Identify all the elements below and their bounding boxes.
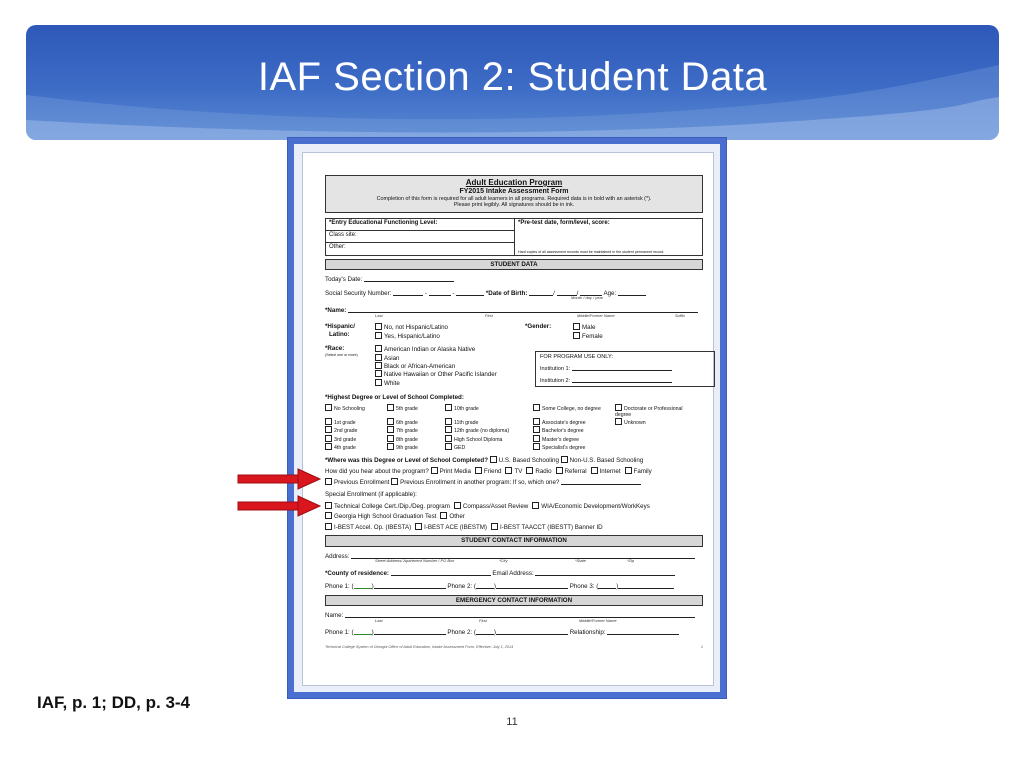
name-first-caption: First	[485, 312, 493, 318]
checkbox-icon[interactable]	[325, 478, 332, 485]
degree-option[interactable]	[615, 420, 646, 426]
checkbox-icon[interactable]	[445, 426, 452, 433]
checkbox-icon[interactable]	[615, 404, 622, 411]
emergency-name-label: Name:	[325, 612, 344, 620]
checkbox-icon[interactable]	[532, 502, 539, 509]
degree-option-text: Doctorate or Professional degree	[615, 405, 683, 418]
heard-option-text: Friend	[483, 468, 502, 476]
previous-enrollment-row	[325, 478, 703, 486]
checkbox-icon[interactable]	[445, 443, 452, 450]
checkbox-icon[interactable]	[375, 362, 382, 369]
emergency-phone-2-line	[496, 628, 568, 635]
relationship-line	[607, 628, 679, 635]
degree-option[interactable]	[387, 420, 418, 426]
gender-female-option[interactable]	[573, 332, 603, 340]
slide-number: 11	[506, 716, 518, 728]
form-instructions-2: Please print legibly. All signatures should be in ink.	[453, 202, 575, 209]
race-option[interactable]	[375, 354, 497, 362]
special-enrollment-option-text: Technical College Cert./Dip./Deg. program	[334, 502, 450, 510]
checkbox-icon[interactable]	[505, 467, 512, 474]
dob-line-1	[529, 289, 553, 296]
race-option[interactable]	[375, 345, 497, 353]
degree-option[interactable]	[325, 437, 356, 443]
race-label: *Race:	[325, 345, 345, 353]
race-option[interactable]	[375, 362, 497, 370]
degree-option-text: Specialist's degree	[542, 444, 586, 451]
ssn-line-3	[456, 289, 484, 296]
special-enrollment-option[interactable]	[491, 524, 603, 531]
checkbox-icon[interactable]	[490, 456, 497, 463]
special-enrollment-option[interactable]	[454, 503, 528, 510]
special-enrollment-option-text: I-BEST Accel. Op. (IBESTA)	[334, 523, 412, 531]
heard-option-text: Print Media	[439, 468, 471, 476]
checkbox-icon[interactable]	[325, 443, 332, 450]
degree-option[interactable]	[387, 437, 418, 443]
slide-header	[26, 25, 999, 140]
level-grid	[325, 218, 703, 256]
age-label: Age:	[603, 289, 617, 297]
degree-option-text: Some College, no degree	[542, 405, 601, 412]
checkbox-icon[interactable]	[533, 435, 540, 442]
race-option-text: Native Hawaiian or Other Pacific Islander	[384, 371, 497, 379]
document-page	[302, 152, 714, 686]
degree-option-text: Master's degree	[542, 436, 580, 443]
program-use-label: FOR PROGRAM USE ONLY:	[540, 354, 613, 361]
institution-1-row	[540, 364, 710, 373]
checkbox-icon[interactable]	[375, 354, 382, 361]
degree-option[interactable]	[325, 428, 357, 434]
highest-degree-label: *Highest Degree or Level of School Completed:	[325, 394, 464, 402]
degree-cell[interactable]	[533, 404, 615, 418]
checkbox-icon[interactable]	[445, 418, 452, 425]
degree-cell[interactable]	[325, 435, 387, 443]
race-note: (Select one or more)	[325, 352, 358, 357]
address-state-caption: *State	[575, 557, 586, 563]
address-street-caption: Street Address/ Apartment Number / PO Box	[375, 557, 455, 563]
emergency-phone-1-area-line	[354, 628, 372, 635]
address-zip-caption: *Zip	[627, 557, 635, 563]
degree-option[interactable]	[445, 420, 478, 426]
hispanic-yes-text: Yes, Hispanic/Latino	[384, 332, 440, 340]
age-line	[618, 289, 646, 296]
how-heard-label: How did you hear about the program?	[325, 468, 429, 476]
where-completed-row	[325, 456, 703, 464]
institution-2-line	[572, 376, 672, 383]
checkbox-icon[interactable]	[445, 404, 452, 411]
degree-option[interactable]	[387, 445, 418, 451]
degree-option[interactable]	[325, 406, 365, 412]
checkbox-icon[interactable]	[325, 512, 332, 519]
degree-cell[interactable]	[615, 418, 701, 426]
special-enrollment-option[interactable]	[325, 503, 450, 510]
pretest-label: *Pre-test date, form/level, score:	[518, 219, 610, 226]
slide-title: IAF Section 2: Student Data	[257, 55, 768, 99]
special-enrollment-option[interactable]	[325, 524, 411, 531]
name-middle-caption: Middle/Former Name	[577, 312, 615, 318]
degree-option[interactable]	[325, 420, 356, 426]
form-footer-text: Technical College System of Georgia Office of Adult Education, Intake Assessment Form, Effective: July 1, 2014	[325, 644, 514, 649]
checkbox-icon[interactable]	[387, 443, 394, 450]
where-completed-label: *Where was this Degree or Level of School Completed?	[325, 457, 488, 465]
special-enrollment-label: Special Enrollment (if applicable):	[325, 491, 417, 499]
heard-option[interactable]	[526, 468, 551, 475]
phone-3-line	[618, 582, 674, 589]
class-site-field: Class site:	[326, 231, 514, 243]
checkbox-icon[interactable]	[591, 467, 598, 474]
degree-cell[interactable]	[387, 418, 445, 426]
checkbox-icon[interactable]	[387, 404, 394, 411]
race-options	[375, 345, 497, 389]
hispanic-no-option[interactable]	[375, 323, 525, 331]
previous-other-text: Previous Enrollment in another program: If so, which one?	[400, 478, 560, 486]
special-enrollment-option[interactable]	[325, 513, 436, 520]
degree-cell[interactable]	[615, 404, 701, 418]
address-label: Address:	[325, 552, 350, 560]
address-row	[325, 552, 703, 564]
degree-option-text: 2nd grade	[334, 428, 358, 435]
emergency-name-row	[325, 611, 703, 623]
gender-male-text: Male	[582, 324, 596, 332]
degree-option[interactable]	[445, 406, 479, 412]
emergency-contact-bar: EMERGENCY CONTACT INFORMATION	[325, 595, 703, 606]
degree-option-text: 11th grade	[454, 420, 479, 427]
phone-2-label: Phone 2: (	[447, 583, 476, 591]
previous-enrollment-text: Previous Enrollment	[334, 478, 390, 486]
heard-option[interactable]	[556, 468, 587, 475]
emergency-middle-caption: Middle/Former Name	[579, 617, 617, 623]
degree-cell[interactable]	[387, 404, 445, 418]
hispanic-options	[375, 323, 525, 340]
document-frame	[288, 138, 726, 698]
degree-grid	[325, 404, 703, 451]
emergency-first-caption: First	[479, 617, 487, 623]
degree-option[interactable]	[615, 406, 683, 418]
form-instructions: Completion of this form is required for all adult learners in all programs. Required data is in bold with an asterisk (*).	[376, 195, 652, 202]
special-enrollment-option[interactable]	[415, 524, 487, 531]
form-header	[325, 175, 703, 213]
degree-option[interactable]	[533, 437, 579, 443]
gender-label: *Gender:	[525, 323, 552, 331]
checkbox-icon[interactable]	[556, 467, 563, 474]
emergency-phone-1-line	[374, 628, 446, 635]
records-note: Hard copies of all assessment records must be maintained in the student permanent record.	[518, 249, 665, 254]
form-footer-page: 1	[700, 644, 703, 649]
heard-option[interactable]	[475, 468, 502, 475]
degree-cell	[615, 426, 701, 434]
county-email-row	[325, 569, 703, 577]
degree-cell[interactable]	[387, 435, 445, 443]
slide-caption: IAF, p. 1; DD, p. 3-4	[37, 693, 191, 712]
special-enrollment-option-text: Other	[449, 513, 465, 521]
heard-option-text: Radio	[535, 468, 552, 476]
degree-option-text: 4th grade	[334, 444, 356, 451]
degree-option[interactable]	[387, 428, 418, 434]
pretest-field	[515, 219, 702, 255]
heard-option[interactable]	[505, 468, 522, 475]
heard-option[interactable]	[431, 468, 471, 475]
phone-1-area-line	[354, 582, 372, 589]
us-based-text: U.S. Based Schooling	[498, 457, 559, 465]
degree-option-text: 6th grade	[396, 420, 418, 427]
phone-1-label: Phone 1: (	[325, 583, 354, 591]
special-enrollment-option[interactable]	[440, 513, 464, 520]
name-row	[325, 306, 703, 318]
checkbox-icon[interactable]	[625, 467, 632, 474]
ssn-line-2	[429, 289, 451, 296]
checkbox-icon[interactable]	[526, 467, 533, 474]
phone-2-area-line	[476, 582, 494, 589]
degree-cell	[615, 443, 701, 451]
race-option-text: White	[384, 379, 400, 387]
checkbox-icon[interactable]	[387, 426, 394, 433]
race-option-text: Asian	[384, 354, 400, 362]
heard-option[interactable]	[625, 468, 652, 475]
degree-cell[interactable]	[325, 426, 387, 434]
special-enrollment-option-text: WIA/Economic Development/WorkKeys	[541, 502, 650, 510]
checkbox-icon[interactable]	[325, 418, 332, 425]
document-matte	[294, 144, 720, 692]
race-option[interactable]	[375, 379, 497, 387]
degree-option-text: 3rd grade	[334, 436, 357, 443]
special-enrollment-option-text: I-BEST TAACCT (IBESTT) Banner ID	[499, 523, 603, 531]
checkbox-icon[interactable]	[375, 379, 382, 386]
gender-female-text: Female	[582, 332, 603, 340]
ssn-label: Social Security Number:	[325, 289, 392, 297]
red-arrow-icon	[236, 468, 322, 490]
checkbox-icon[interactable]	[431, 467, 438, 474]
red-arrow-icon	[236, 495, 322, 517]
degree-cell	[615, 435, 701, 443]
emergency-name-captions	[325, 619, 703, 624]
race-label-block	[325, 345, 375, 389]
level-grid-left	[326, 219, 515, 255]
degree-option[interactable]	[445, 428, 509, 434]
special-enrollment-line-3	[325, 523, 703, 531]
name-label: *Name:	[325, 307, 347, 315]
emergency-last-caption: Last	[375, 617, 383, 623]
hispanic-label-block	[325, 323, 375, 340]
degree-option[interactable]	[533, 428, 584, 434]
checkbox-icon[interactable]	[475, 467, 482, 474]
hispanic-no-text: No, not Hispanic/Latino	[384, 324, 448, 332]
ssn-line-1	[393, 289, 423, 296]
intake-form	[325, 175, 703, 649]
form-heading: Adult Education Program	[465, 178, 563, 187]
degree-option[interactable]	[387, 406, 418, 412]
gender-male-option[interactable]	[573, 323, 603, 331]
degree-cell[interactable]	[445, 443, 533, 451]
checkbox-icon[interactable]	[573, 332, 580, 339]
hispanic-gender-row	[325, 323, 703, 340]
gender-options	[573, 323, 603, 340]
degree-option[interactable]	[445, 445, 465, 451]
checkbox-icon[interactable]	[533, 418, 540, 425]
degree-option-text: 12th grade (no diploma)	[454, 428, 510, 435]
checkbox-icon[interactable]	[415, 523, 422, 530]
heard-option-text: Family	[633, 468, 652, 476]
degree-option-text: 9th grade	[396, 444, 418, 451]
name-captions	[325, 314, 703, 319]
degree-option[interactable]	[445, 437, 502, 443]
form-subheading: FY2015 Intake Assessment Form	[459, 187, 569, 195]
ssn-row: Social Security Number: - - *Date of Birth: / / Age: Month / day / year	[325, 289, 703, 301]
emergency-name-line	[345, 611, 695, 618]
email-line	[535, 569, 675, 576]
name-suffix-caption: Suffix	[675, 312, 686, 318]
checkbox-icon[interactable]	[533, 443, 540, 450]
degree-option-text: GED	[454, 444, 466, 451]
heard-option-text: Referral	[564, 468, 587, 476]
special-enrollment-option-text: Georgia High School Graduation Test	[334, 513, 437, 521]
race-option[interactable]	[375, 370, 497, 378]
emergency-phone-2-area-line	[476, 628, 494, 635]
heard-option-text: TV	[514, 468, 523, 476]
checkbox-icon[interactable]	[375, 323, 382, 330]
todays-date-line	[364, 275, 454, 282]
checkbox-icon[interactable]	[325, 426, 332, 433]
heard-option-text: Internet	[599, 468, 621, 476]
degree-cell[interactable]	[445, 426, 533, 434]
race-option-text: American Indian or Alaska Native	[384, 346, 476, 354]
checkbox-icon[interactable]	[325, 502, 332, 509]
how-heard-options	[431, 468, 656, 475]
institution-1-line	[572, 364, 672, 371]
email-label: Email Address:	[492, 569, 534, 577]
degree-cell[interactable]	[533, 426, 615, 434]
special-enrollment-option[interactable]	[532, 503, 650, 510]
address-city-caption: *City	[499, 557, 508, 563]
institution-2-label: Institution 2:	[540, 377, 571, 384]
degree-option-text: Associate's degree	[542, 420, 586, 427]
degree-option-text: 10th grade	[454, 405, 479, 412]
checkbox-icon[interactable]	[387, 435, 394, 442]
entry-level-field: *Entry Educational Functioning Level:	[326, 219, 514, 231]
form-footer	[325, 645, 703, 650]
special-enrollment-line-2	[325, 512, 703, 520]
heard-option[interactable]	[591, 468, 621, 475]
checkbox-icon[interactable]	[387, 418, 394, 425]
degree-cell[interactable]	[533, 443, 615, 451]
student-contact-bar: STUDENT CONTACT INFORMATION	[325, 535, 703, 546]
phone-3-label: Phone 3: (	[569, 583, 599, 591]
hispanic-label: *Hispanic/	[325, 323, 355, 331]
degree-option-text: Unknown	[624, 420, 646, 427]
other-field: Other:	[329, 243, 346, 250]
non-us-based-text: Non-U.S. Based Schooling	[569, 457, 644, 465]
emergency-phone-1-label: Phone 1: (	[325, 629, 354, 637]
special-enrollment-option-text: I-BEST ACE (IBESTM)	[424, 523, 487, 531]
checkbox-icon[interactable]	[375, 332, 382, 339]
address-captions	[325, 559, 703, 564]
checkbox-icon[interactable]	[533, 426, 540, 433]
checkbox-icon[interactable]	[325, 404, 332, 411]
checkbox-icon[interactable]	[440, 512, 447, 519]
institution-2-row	[540, 376, 710, 385]
program-use-box	[535, 351, 715, 387]
degree-cell[interactable]	[445, 404, 533, 418]
degree-option-text: No Schooling	[334, 405, 365, 412]
latino-label: Latino:	[329, 330, 350, 338]
county-label: *County of residence:	[325, 569, 389, 577]
phone-1-line	[374, 582, 446, 589]
checkbox-icon[interactable]	[454, 502, 461, 509]
degree-option-text: 8th grade	[396, 436, 418, 443]
degree-option-text: Bachelor's degree	[542, 428, 584, 435]
previous-other-line	[561, 478, 641, 485]
degree-option[interactable]	[325, 445, 356, 451]
degree-option-text: 1st grade	[334, 420, 356, 427]
todays-date-label: Today's Date:	[325, 276, 363, 284]
checkbox-icon[interactable]	[533, 404, 540, 411]
checkbox-icon[interactable]	[325, 523, 332, 530]
hispanic-yes-option[interactable]	[375, 332, 525, 340]
degree-cell[interactable]	[533, 418, 615, 426]
degree-cell[interactable]	[325, 443, 387, 451]
county-line	[391, 569, 491, 576]
degree-cell[interactable]	[325, 404, 387, 418]
name-last-caption: Last	[375, 312, 383, 318]
race-option-text: Black or African-American	[384, 363, 456, 371]
phone-2-line	[496, 582, 568, 589]
checkbox-icon[interactable]	[561, 456, 568, 463]
checkbox-icon[interactable]	[615, 418, 622, 425]
relationship-label: Relationship:	[569, 629, 606, 637]
emergency-phone-2-label: Phone 2: (	[447, 629, 476, 637]
degree-option[interactable]	[533, 445, 585, 451]
degree-option-text: 7th grade	[396, 428, 418, 435]
degree-option-text: 5th grade	[396, 405, 418, 412]
checkbox-icon[interactable]	[325, 435, 332, 442]
todays-date-row	[325, 275, 703, 283]
special-enrollment-line-1	[325, 502, 703, 510]
checkbox-icon[interactable]	[375, 345, 382, 352]
degree-cell[interactable]	[387, 443, 445, 451]
race-row	[325, 345, 703, 389]
phone-3-area-line	[598, 582, 616, 589]
dob-label: *Date of Birth:	[485, 289, 528, 297]
student-data-bar: STUDENT DATA	[325, 259, 703, 270]
student-phone-row: Phone 1: ( ) Phone 2: ( ) Phone 3: ( )	[325, 582, 703, 590]
how-heard-row	[325, 467, 703, 475]
degree-cell[interactable]	[445, 435, 533, 443]
emergency-phone-row: Phone 1: ( ) Phone 2: ( ) Relationship:	[325, 628, 703, 636]
degree-cell[interactable]	[387, 426, 445, 434]
special-enrollment-option-text: Compass/Asset Review	[462, 502, 529, 510]
degree-option[interactable]	[533, 420, 586, 426]
institution-1-label: Institution 1:	[540, 365, 571, 372]
degree-option[interactable]	[533, 406, 601, 412]
degree-option-text: High School Diploma	[454, 436, 503, 443]
checkbox-icon[interactable]	[391, 478, 398, 485]
degree-cell[interactable]	[533, 435, 615, 443]
degree-cell[interactable]	[445, 418, 533, 426]
name-line	[348, 306, 698, 313]
dob-caption: Month / day / year	[571, 295, 604, 301]
degree-cell[interactable]	[325, 418, 387, 426]
checkbox-icon[interactable]	[573, 323, 580, 330]
checkbox-icon[interactable]	[375, 370, 382, 377]
checkbox-icon[interactable]	[445, 435, 452, 442]
checkbox-icon[interactable]	[491, 523, 498, 530]
